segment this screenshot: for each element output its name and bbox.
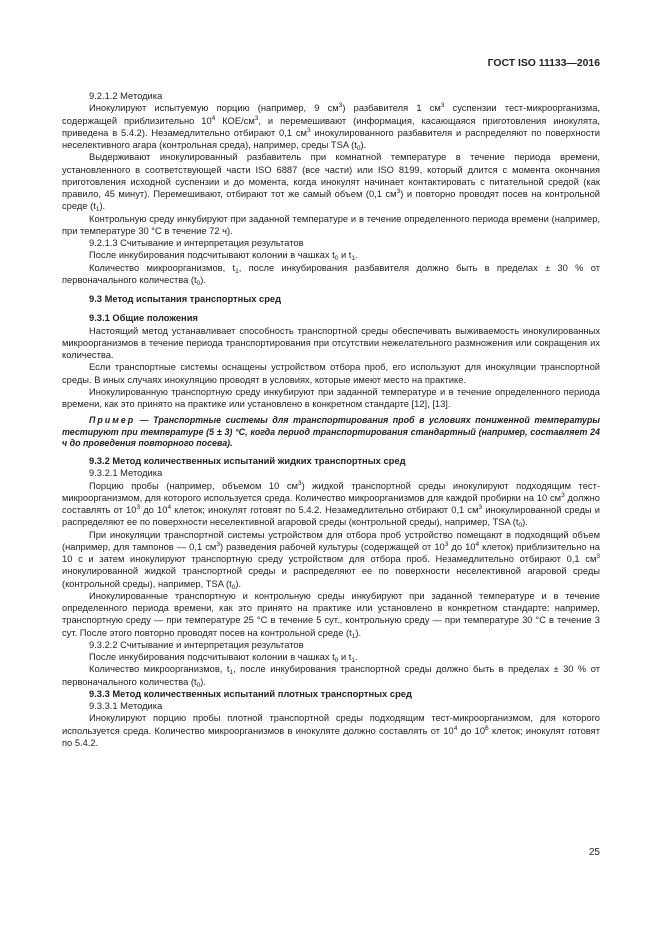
- paragraph: Настоящий метод устанавливает способность транспортной среды обеспечивать выживаемость инокулированных микроорганизмов в течение периода транспортирования при отсутствии нежелательного размножения или сокращения их количества.: [62, 325, 600, 360]
- paragraph: Инокулируют испытуемую порцию (например, 9 $см^3$) разбавителя 1 $см^3$ суспензии тест-микроорганизма, содержащей приблизительно $10^4$ КОЕ/$см^3$, и перемешивают (информация, касающаяся приготовления инокулята, приведена в 5.4.2). Незамедлительно отбирают 0,1 $см^3$ инокулированного разбавителя и распределяют по поверхности неселективного агара (контрольная среда), например, среды TSA $(t_0)$.: [62, 102, 600, 152]
- subscript: 1: [351, 255, 355, 263]
- superscript: 3: [561, 491, 565, 499]
- subscript: 0: [231, 583, 236, 591]
- paragraph: Выдерживают инокулированный разбавитель при комнатной температуре в течение периода времени, установленного в соответствующей части ISO 6887 (все части) или ISO 8199, который длится с момента окончания приготовления исходной суспензии и до момента, когда инокулят начинает контактировать с питательной средой (как правило, 45 минут). Перемешивают, отбирают тот же самый объем (0,1 $см^3$) и повторно проводят посев на контрольной среде $(t_1)$.: [62, 152, 600, 214]
- superscript: 4: [475, 540, 480, 548]
- section-title-9213: 9.2.1.3 Считывание и интерпретация результатов: [89, 238, 304, 248]
- subscript: 1: [229, 669, 234, 677]
- paragraph: Контрольную среду инкубируют при заданной температуре и в течение определенного периода времени (например, при температуре 30 °C в течение 72 ч).: [62, 213, 600, 236]
- example-text: — Транспортные системы для транспортирования проб в условиях пониженной температуры тестируют при температуре (5 ± 3) °C, когда период транспортирования стандартный (например, составляет 24 ч до проведения повторного посева).: [62, 415, 600, 449]
- subscript: 0: [196, 681, 201, 689]
- subscript: 0: [356, 145, 361, 152]
- superscript: 3: [306, 126, 311, 134]
- paragraph: При инокуляции транспортной системы устройством для отбора проб устройство помещают в подходящий объем (например, для тампонов — 0,1 $см^3$) разведения рабочей культуры (содержащей от $10^3$ до $10^4$ клеток) приблизительно на 10 с и затем инокулируют транспортную среду устройством для отбора проб. Незамедлительно отбирают 0,1 $см^3$ инокулированной жидкой транспортной среды и распределяют ее по поверхности неселективной агаровой среды (контрольной среды), например, TSA $(t_0)$.: [62, 529, 601, 591]
- section-title-9331: 9.3.3.1 Методика: [89, 701, 163, 712]
- section-heading-93: 9.3 Метод испытания транспортных сред: [89, 294, 282, 304]
- superscript: 3: [440, 102, 445, 110]
- superscript: 4: [211, 114, 216, 122]
- superscript: 3: [338, 102, 343, 110]
- document-header: ГОСТ ISO 11133—2016: [487, 58, 600, 69]
- section-heading-931: 9.3.1 Общие положения: [89, 313, 198, 324]
- subscript: 1: [351, 632, 356, 640]
- superscript: 3: [596, 553, 600, 561]
- paragraph: Инокулируют порцию пробы плотной транспортной среды подходящим тест-микроорганизмом, для которого используется среда. Количество микроорганизмов в инокуляте должно составлять от $10^4$ до $10^6$ клеток; инокулят готовят по 5.4.2.: [62, 713, 600, 748]
- superscript: 3: [444, 540, 449, 548]
- subscript: 0: [334, 255, 339, 263]
- subscript: 1: [95, 206, 100, 214]
- paragraph: Если транспортные системы оснащены устройством отбора проб, его используют для инокуляции транспортной среды. В иных случаях инокуляцию проводят в условиях, которые имеют место на практике.: [62, 362, 600, 385]
- superscript: 4: [167, 504, 172, 512]
- superscript: 3: [254, 114, 259, 122]
- subscript: 0: [196, 279, 201, 287]
- section-title-9212: 9.2.1.2 Методика: [89, 91, 163, 101]
- section-title-9322: 9.3.2.2 Считывание и интерпретация результатов: [89, 639, 304, 650]
- superscript: 4: [453, 724, 458, 732]
- paragraph: После инкубирования подсчитывают колонии в чашках $t_0$ и $t_1$.: [89, 250, 358, 263]
- example-label: Пример: [89, 415, 136, 426]
- paragraph: Инокулированные транспортную и контрольную среды инкубируют при заданной температуре и в течение определенного периода времени, как это принято на практике или установлено в конкретном стандарте: например, транспортную среду — при температуре 25 °C в течение 5 сут., контрольную среду — при температуре 30 °C в течение 3 сут. После этого повторно проводят посев на контрольной среде $(t_1)$.: [62, 590, 600, 640]
- paragraph: Количество микроорганизмов, $t_1$, после инкубирования транспортной среды должно быть в пределах ± 30 % от первоначального количества $(t_0)$.: [62, 664, 600, 689]
- paragraph: После инкубирования подсчитывают колонии в чашках $t_0$ и $t_1$.: [89, 652, 358, 665]
- page-body: [62, 90, 600, 749]
- section-heading-932: 9.3.2 Метод количественных испытаний жидких транспортных сред: [89, 456, 406, 467]
- example-note: [62, 415, 600, 450]
- subscript: 1: [235, 267, 239, 275]
- subscript: 0: [518, 522, 523, 530]
- paragraph: Порцию пробы (например, объемом 10 $см^3$) жидкой транспортной среды инокулируют подходящим тест-микроорганизмом, для которого используется среда. Количество микроорганизмов для каждой пробирки на 10 $см^3$ должно составлять от $10^3$ до $10^4$ клеток; инокулят готовят по 5.4.2. Незамедлительно отбирают 0,1 $см^3$ инокулированной среды и распределяют ее по поверхности неселективной агаровой среды (контрольной среды), например, TSA $(t_0)$.: [62, 479, 601, 530]
- section-heading-933: 9.3.3 Метод количественных испытаний плотных транспортных сред: [89, 688, 412, 699]
- superscript: 3: [396, 188, 401, 195]
- superscript: 6: [485, 724, 489, 732]
- superscript: 3: [136, 504, 141, 512]
- paragraph: Количество микроорганизмов, $t_1$, после инкубирования разбавителя должно быть в пределах ± 30 % от первоначального количества $(t_0)$.: [62, 262, 600, 287]
- paragraph: Инокулированную транспортную среду инкубируют при заданной температуре и в течение определенного периода времени, как это принято на практике или установлено в конкретном стандарте [12], [13].: [62, 386, 600, 409]
- superscript: 3: [297, 479, 302, 487]
- section-title-9321: 9.3.2.1 Методика: [89, 468, 163, 479]
- superscript: 3: [216, 540, 220, 548]
- superscript: 3: [478, 504, 483, 512]
- subscript: 0: [334, 657, 339, 665]
- page-number: 25: [588, 847, 600, 858]
- subscript: 1: [351, 657, 355, 665]
